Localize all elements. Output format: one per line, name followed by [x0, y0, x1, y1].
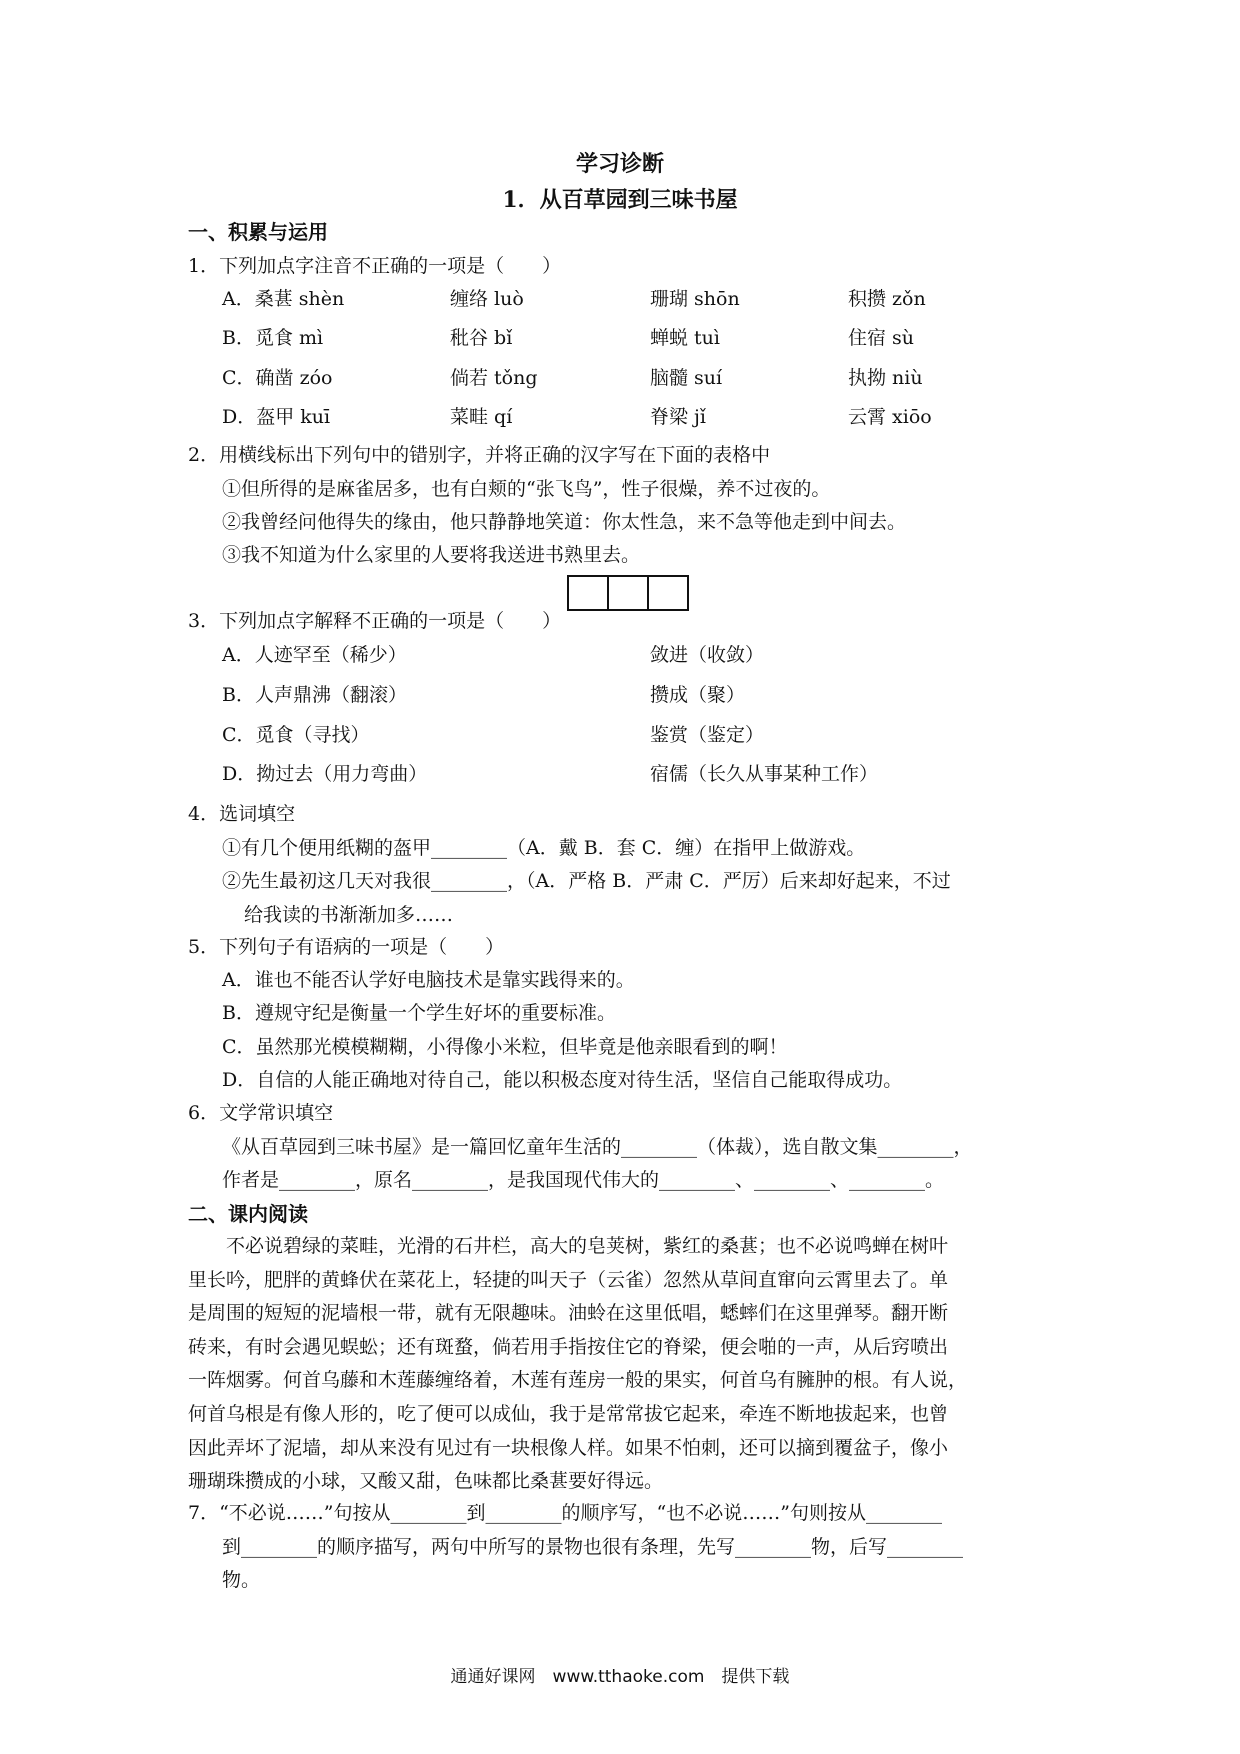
footer-credit: 通通好课网 www.tthaoke.com 提供下载 [450, 1667, 790, 1687]
question-4-stem: 4．选词填空 [188, 803, 296, 825]
passage-line: 不必说碧绿的菜畦，光滑的石井栏，高大的皂荚树，紫红的桑葚；也不必说鸣蝉在树叶 [226, 1235, 949, 1257]
q3-option-a-1: A．人迹罕至（稀少） [222, 644, 407, 666]
q3-option-b-2: 攒成（聚） [650, 684, 746, 706]
answer-grid [569, 575, 689, 611]
q1-option-a-3: 珊瑚 shōn [650, 288, 740, 310]
section-heading-1: 一、积累与运用 [188, 220, 328, 244]
question-2-sentence: ①但所得的是麻雀居多，也有白颊的“张飞鸟”，性子很燥，养不过夜的。 [222, 478, 831, 500]
page-title: 学习诊断 [575, 151, 664, 177]
q1-option-b-4: 住宿 sù [848, 327, 915, 349]
q1-option-d-1: D．盔甲 kuī [222, 406, 331, 428]
question-6-stem: 6．文学常识填空 [188, 1102, 334, 1124]
question-7-line: 到________的顺序描写，两句中所写的景物也很有条理，先写________物，后写________ [222, 1536, 964, 1558]
question-2-sentence: ③我不知道为什么家里的人要将我送进书熟里去。 [222, 544, 641, 566]
q3-option-d-2: 宿儒（长久从事某种工作） [650, 763, 879, 785]
q1-option-a-4: 积攒 zǒn [848, 288, 926, 310]
question-3-stem: 3．下列加点字解释不正确的一项是（ ） [188, 610, 562, 632]
question-7-line: 物。 [222, 1569, 261, 1591]
section-heading-2: 二、课内阅读 [188, 1202, 308, 1226]
question-7-line: 7．“不必说……”句按从________到________的顺序写，“也不必说……”句则按从________ [188, 1502, 942, 1524]
question-5-option: C．虽然那光模模糊糊，小得像小米粒，但毕竟是他亲眼看到的啊！ [222, 1036, 788, 1058]
q1-option-d-2: 菜畦 qí [450, 406, 513, 428]
q1-option-b-3: 蝉蜕 tuì [650, 327, 720, 349]
q1-option-c-1: C．确凿 zóo [222, 367, 333, 389]
q1-option-c-3: 脑髓 suí [650, 367, 723, 389]
reading-passage [188, 1230, 1060, 1499]
q1-option-d-4: 云霄 xiōo [848, 406, 932, 428]
passage-line: 珊瑚珠攒成的小球，又酸又甜，色味都比桑葚要好得远。 [188, 1470, 664, 1493]
question-2-sentence: ②我曾经问他得失的缘由，他只静静地笑道：你太性急，来不急等他走到中间去。 [222, 511, 907, 533]
answer-cell[interactable] [607, 575, 649, 611]
passage-line: 因此弄坏了泥墙，却从来没有见过有一块根像人样。如果不怕刺，还可以摘到覆盆子，像小 [188, 1436, 949, 1459]
question-4-line: ②先生最初这几天对我很________，（A．严格 B．严肃 C．严厉）后来却好起来，不过 [222, 870, 951, 892]
question-5-option: B．遵规守纪是衡量一个学生好坏的重要标准。 [222, 1002, 616, 1024]
answer-cell[interactable] [647, 575, 689, 611]
q1-option-b-1: B．觅食 mì [222, 327, 324, 349]
question-2-stem: 2．用横线标出下列句中的错别字，并将正确的汉字写在下面的表格中 [188, 444, 771, 466]
passage-line: 砖来，有时会遇见蜈蚣；还有斑蝥，倘若用手指按住它的脊梁，便会啪的一声，从后窍喷出 [188, 1335, 949, 1358]
question-5-stem: 5．下列句子有语病的一项是（ ） [188, 936, 505, 958]
passage-line: 一阵烟雾。何首乌藤和木莲藤缠络着，木莲有莲房一般的果实，何首乌有臃肿的根。有人说， [188, 1369, 968, 1392]
question-6-line: 《从百草园到三味书屋》是一篇回忆童年生活的________（体裁），选自散文集________， [222, 1136, 973, 1158]
q3-option-d-1: D．拗过去（用力弯曲） [222, 763, 428, 785]
q1-option-d-3: 脊梁 jǐ [650, 406, 707, 428]
q1-option-b-2: 秕谷 bǐ [450, 327, 513, 349]
passage-line: 是周围的短短的泥墙根一带，就有无限趣味。油蛉在这里低唱，蟋蟀们在这里弹琴。翻开断 [188, 1302, 949, 1325]
q3-option-c-1: C．觅食（寻找） [222, 724, 370, 746]
question-1-stem: 1．下列加点字注音不正确的一项是（ ） [188, 255, 562, 277]
question-4-line: 给我读的书渐渐加多…… [244, 904, 454, 926]
passage-line: 何首乌根是有像人形的，吃了便可以成仙，我于是常常拔它起来，牵连不断地拔起来，也曾 [188, 1402, 949, 1425]
q1-option-c-4: 执拗 niù [848, 367, 923, 389]
question-4-line: ①有几个便用纸糊的盔甲________（A．戴 B．套 C．缠）在指甲上做游戏。 [222, 837, 866, 859]
q1-option-a-2: 缠络 luò [450, 288, 524, 310]
lesson-title: 1．从百草园到三味书屋 [502, 187, 738, 213]
q1-option-c-2: 倘若 tǒng [450, 367, 538, 389]
question-6-line: 作者是________，原名________，是我国现代伟大的________、________、________。 [222, 1169, 945, 1191]
question-5-option: D．自信的人能正确地对待自己，能以积极态度对待生活，坚信自己能取得成功。 [222, 1069, 903, 1091]
q3-option-a-2: 敛进（收敛） [650, 644, 765, 666]
q3-option-c-2: 鉴赏（鉴定） [650, 724, 765, 746]
answer-cell[interactable] [567, 575, 609, 611]
q1-option-a-1: A．桑葚 shèn [222, 288, 345, 310]
q3-option-b-1: B．人声鼎沸（翻滚） [222, 684, 407, 706]
question-5-option: A．谁也不能否认学好电脑技术是靠实践得来的。 [222, 969, 635, 991]
passage-line: 里长吟，肥胖的黄蜂伏在菜花上，轻捷的叫天子（云雀）忽然从草间直窜向云霄里去了。单 [188, 1268, 949, 1291]
